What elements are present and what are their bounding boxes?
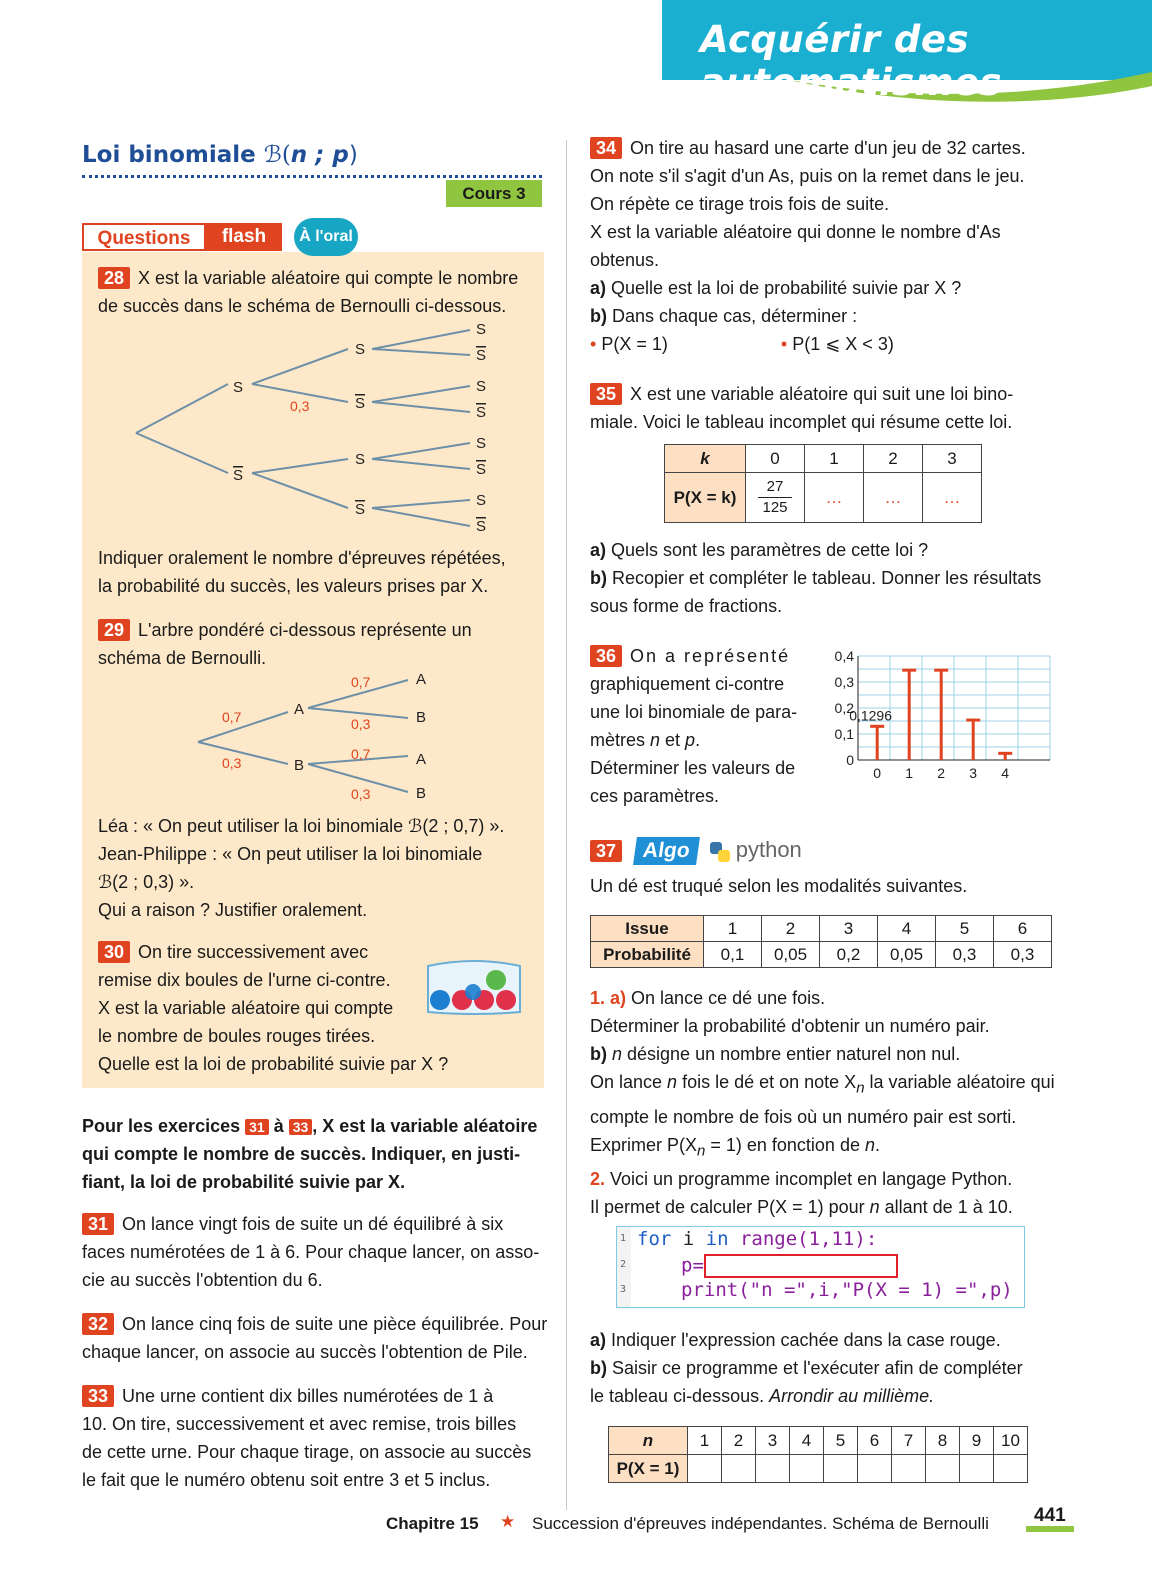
exercise-35: 35 X est une variable aléatoire qui suit une loi bino- miale. Voici le tableau incomplet qui résume cette loi. [590, 384, 1014, 432]
exercise-30: 30 On tire successivement avec remise dix boules de l'urne ci-contre. X est la variable aléatoire qui compte le nombre de boules rouges tirées. Quelle est la loi de probabilité suivie par X ? [98, 942, 449, 1074]
x-tick-label: 3 [969, 765, 978, 781]
exercise-32: 32 On lance cinq fois de suite une pièce équilibrée. Pour chaque lancer, on associe au succès l'obtention de Pile. [82, 1314, 548, 1362]
column-divider [566, 140, 567, 1510]
svg-text:S: S [476, 378, 487, 395]
svg-text:S: S [355, 501, 366, 518]
exercise-number: 35 [590, 383, 622, 405]
star-icon: ★ [500, 1512, 516, 1531]
exercise-37-part1: 1. a) On lance ce dé une fois. Déterminer la probabilité d'obtenir un numéro pair. b) n désigne un nombre entier naturel non nul. On lance n fois le dé et on note $X_n$ la variable aléatoire qui compte le nombre de fois où un numéro pair est sorti. Exprimer $P(X_n = 1)$ en fonction de n. 2. Voici un programme incomplet en langage Python. Il permet de calculer P(X = 1) pour n allant de 1 à 10. [590, 988, 1055, 1218]
probability-table-35: k 0 1 2 3 P(X = k) 27 125 … … … [664, 444, 982, 523]
x-tick-label: 0 [873, 765, 882, 781]
svg-text:S: S [476, 492, 487, 509]
binomial-chart [826, 644, 1056, 784]
exercise-37-header [590, 836, 1060, 865]
node-Sbar: S [233, 467, 244, 484]
exercise-number: 34 [590, 137, 622, 159]
svg-text:A: A [416, 671, 427, 688]
exercise-33: 33 Une urne contient dix billes numérotées de 1 à 10. On tire, successivement et avec remise, trois billes de cette urne. Pour chaque tirage, on associe au succès le fait que le numéro obtenu soit entre 3 et 5 inclus. [82, 1386, 532, 1490]
x-tick-label: 4 [1001, 765, 1010, 781]
exercise-number: 36 [590, 645, 622, 667]
y-tick-label: 0,4 [834, 648, 854, 664]
svg-text:0,3: 0,3 [351, 786, 371, 802]
exercise-31: 31 On lance vingt fois de suite un dé équilibré à six faces numérotées de 1 à 6. Pour chaque lancer, on asso- cie au succès l'obtention du 6. [82, 1214, 540, 1290]
exercise-29: 29 L'arbre pondéré ci-dessous représente un schéma de Bernoulli. [98, 620, 472, 668]
exercise-number: 37 [590, 840, 622, 862]
svg-text:A: A [294, 701, 305, 718]
exercise-36: 36 On a représenté graphiquement ci-contre une loi binomiale de para- mètres n et p. Déterminer les valeurs de ces paramètres. [590, 646, 798, 806]
svg-text:S: S [476, 321, 487, 338]
bernoulli-tree-28 [130, 318, 510, 538]
exercise-number: 29 [98, 619, 130, 641]
questions-label: Questions [82, 223, 206, 251]
y-tick-label: 0,2 [834, 700, 854, 716]
code-line-3: print("n =",i,"P(X = 1) =",p) [681, 1279, 1013, 1301]
y-tick-label: 0,3 [834, 674, 854, 690]
x-tick-label: 1 [905, 765, 914, 781]
exercise-number: 33 [82, 1385, 114, 1407]
section-underline [82, 175, 542, 178]
exercise-34: 34 On tire au hasard une carte d'un jeu de 32 cartes. On note s'il s'agit d'un As, puis on la remet dans le jeu. On répète ce tirage trois fois de suite. X est la variable aléatoire qui donne le nombre d'As obtenus. a) Quelle est la loi de probabilité suivie par X ? b) Dans chaque cas, déterminer : • P(X = 1) • P(1 ⩽ X < 3) [590, 138, 1026, 354]
python-logo-text: python [735, 837, 802, 862]
exercise-37-intro: Un dé est truqué selon les modalités suivantes. [590, 876, 968, 896]
page-number: 441 [1034, 1505, 1066, 1526]
exercise-number: 28 [98, 267, 130, 289]
urn-image [422, 958, 526, 1018]
svg-text:S: S [355, 395, 366, 412]
python-code-box: 1 2 3 for i in range(1,11): p= print("n =",i,"P(X = 1) =",p) [616, 1226, 1025, 1308]
svg-text:B: B [416, 709, 427, 726]
svg-text:S: S [476, 435, 487, 452]
hidden-expression-box [704, 1254, 898, 1278]
svg-text:S: S [476, 404, 487, 421]
exercise-28-question: Indiquer oralement le nombre d'épreuves répétées, la probabilité du succès, les valeurs prises par X. [98, 548, 506, 596]
svg-text:S: S [476, 518, 487, 535]
footer-title: Succession d'épreuves indépendantes. Schéma de Bernoulli [532, 1514, 989, 1533]
exercise-35-questions: a) Quels sont les paramètres de cette loi ? b) Recopier et compléter le tableau. Donner les résultats sous forme de fractions. [590, 540, 1042, 616]
dice-table: Issue 1 2 3 4 5 6 Probabilité 0,1 0,05 0,2 0,05 0,3 0,3 [590, 915, 1052, 968]
code-line-1: for i in range(1,11): [637, 1228, 878, 1250]
svg-text:B: B [294, 757, 305, 774]
exercise-37-part2-questions: a) Indiquer l'expression cachée dans la case rouge. b) Saisir ce programme et l'exécuter afin de compléter le tableau ci-dessous. Arrondir au millième. [590, 1330, 1023, 1406]
node-S: S [233, 379, 244, 396]
exercise-number: 30 [98, 941, 130, 963]
page-number-underline [1026, 1526, 1074, 1532]
weighted-tree-29 [196, 668, 446, 808]
cours-tag: Cours 3 [446, 180, 542, 207]
exercise-29-statements: Léa : « On peut utiliser la loi binomiale ℬ(2 ; 0,7) ». Jean-Philippe : « On peut utiliser la loi binomiale ℬ(2 ; 0,3) ». Qui a raison ? Justifier oralement. [98, 816, 505, 920]
algo-badge: Algo [633, 837, 700, 865]
python-icon [709, 841, 731, 863]
exercise-number: 31 [82, 1213, 114, 1235]
svg-text:0,7: 0,7 [222, 709, 242, 725]
data-label: 0,1296 [849, 707, 893, 724]
weight-label: 0,3 [290, 398, 310, 414]
exercises-31-33-intro: Pour les exercices 31 à 33 , X est la variable aléatoire qui compte le nombre de succès. Indiquer, en justi- fiant, la loi de probabilité suivie par X. [82, 1116, 538, 1192]
code-line-2: p= [681, 1254, 898, 1278]
footer-chapter: Chapitre 15 [386, 1514, 479, 1533]
svg-text:S: S [355, 451, 366, 468]
flash-label: flash [206, 223, 282, 251]
exercise-number: 32 [82, 1313, 114, 1335]
oral-badge: À l'oral [294, 218, 358, 256]
svg-text:S: S [476, 347, 487, 364]
svg-text:0,3: 0,3 [222, 755, 242, 771]
svg-text:A: A [416, 751, 427, 768]
section-title: Loi binomiale ℬ(n ; p) [82, 142, 358, 168]
svg-text:0,3: 0,3 [351, 716, 371, 732]
svg-text:0,7: 0,7 [351, 746, 371, 762]
y-tick-label: 0,1 [834, 726, 854, 742]
svg-text:S: S [476, 461, 487, 478]
svg-text:S: S [355, 341, 366, 358]
page-title: Acquérir des automatismes [700, 18, 1002, 104]
svg-text:B: B [416, 785, 427, 802]
exercise-28: 28 X est la variable aléatoire qui compte le nombre de succès dans le schéma de Bernoulli ci-dessous. [98, 268, 519, 316]
x-tick-label: 2 [937, 765, 946, 781]
svg-text:0,7: 0,7 [351, 674, 371, 690]
results-table: n 1 2 3 4 5 6 7 8 9 10 P(X = 1) [608, 1426, 1028, 1483]
y-tick-label: 0 [846, 752, 854, 768]
